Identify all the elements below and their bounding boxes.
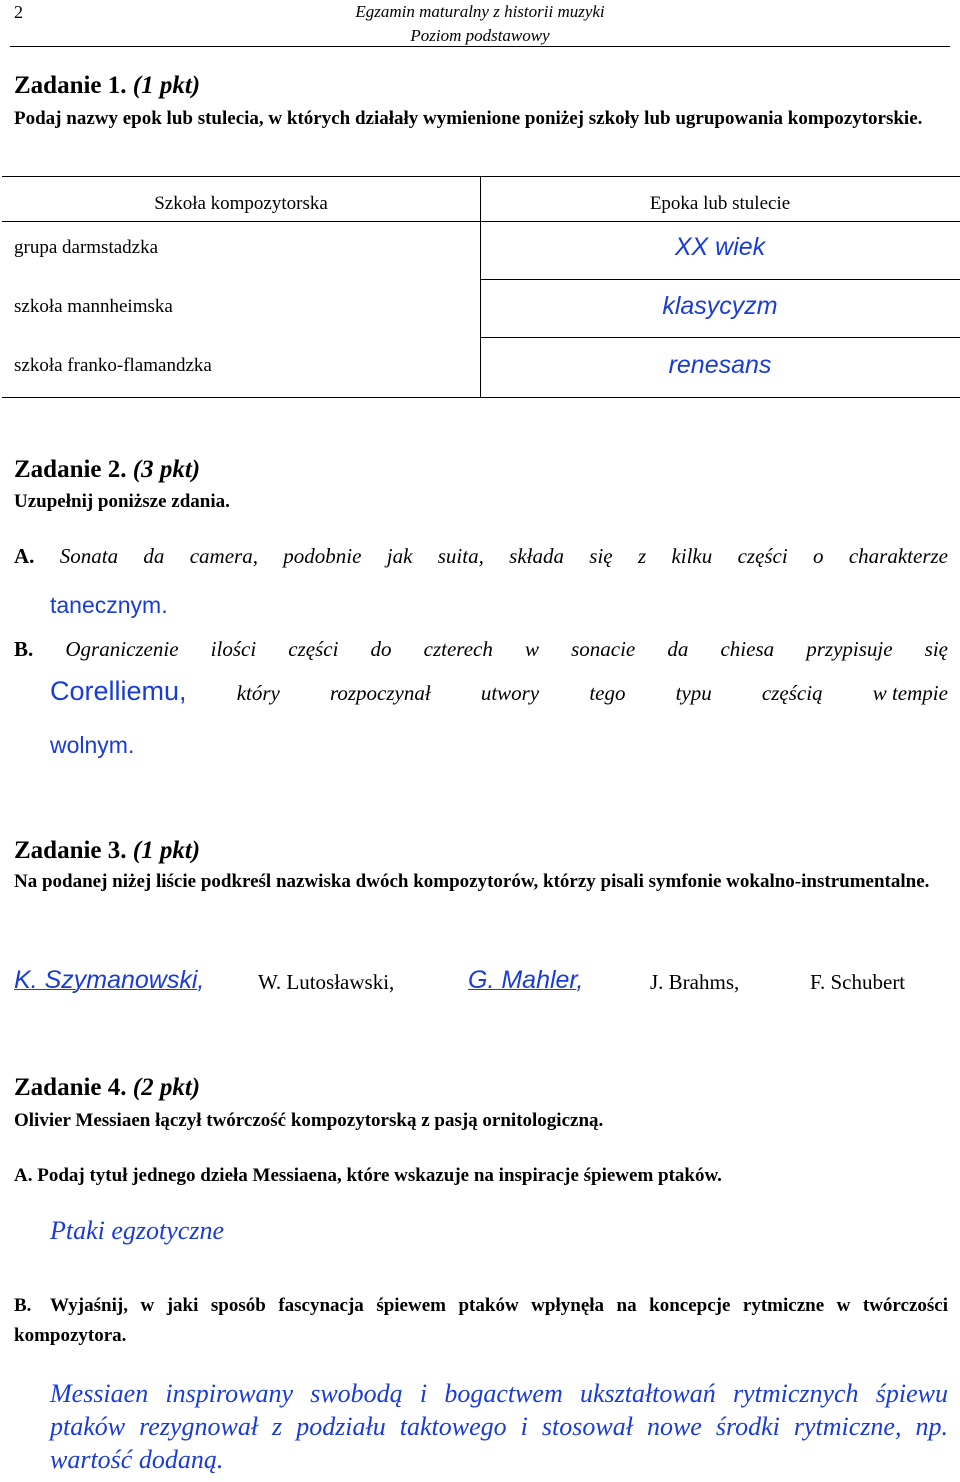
task3-points: (1 pkt) [132, 837, 201, 864]
task4-title: Zadanie 4. (2 pkt) [14, 1074, 201, 1101]
task3-title: Zadanie 3. (1 pkt) [14, 837, 201, 864]
table-row-school: szkoła franko-flamandzka [14, 355, 212, 376]
task4-question-b: B. Wyjaśnij, w jaki sposób fascynacja śpiewem ptaków wpłynęła na koncepcje rytmiczne w twórczości kompozytora. [14, 1291, 948, 1351]
item-label-b: B. [14, 1295, 32, 1316]
task2-title: Zadanie 2. (3 pkt) [14, 456, 201, 483]
composer-item[interactable]: J. Brahms, [650, 970, 740, 994]
item-label-a: A. [14, 544, 35, 568]
table-header-epoch: Epoka lub stulecie [649, 193, 791, 214]
table-header-school: Szkoła kompozytorska [154, 193, 328, 214]
header-title: Egzamin maturalny z historii muzyki [355, 2, 605, 21]
header-divider [10, 46, 950, 47]
table-row-answer: klasycyzm [662, 292, 778, 320]
table-row-school: szkoła mannheimska [14, 296, 173, 317]
answer-b1: Corelliemu, [50, 676, 187, 706]
table-row-answer: renesans [668, 351, 772, 379]
task4-intro: Olivier Messiaen łączył twórczość kompozytorską z pasją ornitologiczną. [14, 1110, 604, 1131]
page-number: 2 [14, 2, 23, 22]
composer-item[interactable]: W. Lutosławski, [258, 970, 395, 994]
sentence-b-text: Ograniczenie ilości części do czterech w sonacie da chiesa przypisuje się [65, 637, 949, 661]
table-row-school: grupa darmstadzka [14, 237, 159, 258]
table-row-answer: XX wiek [674, 233, 766, 261]
item-label-a: A. [14, 1165, 33, 1186]
answer-4a: Ptaki egzotyczne [50, 1216, 224, 1245]
item-label-b: B. [14, 637, 34, 661]
sentence-a-text: Sonata da camera, podobnie jak suita, składa się z kilku części o charakterze [59, 544, 948, 568]
task2-sentence-b [14, 637, 948, 662]
task2-instruction: Uzupełnij poniższe zdania. [14, 491, 230, 512]
task2-sentence-a [14, 544, 948, 569]
answer-b2: wolnym. [50, 732, 135, 758]
answer-a: tanecznym. [50, 592, 168, 618]
task1-title: Zadanie 1. (1 pkt) [14, 72, 201, 99]
answer-4b: Messiaen inspirowany swobodą i bogactwem ukształtowań rytmicznych śpiewu ptaków rezygnował z podziału taktowego i stosował nowe środki rytmiczne, np. wartość dodaną. [50, 1379, 948, 1474]
sentence-b-line2: Corelliemu, który rozpoczynał utwory tego typu częścią w tempie [50, 676, 948, 706]
composer-selected[interactable]: K. Szymanowski, [14, 966, 205, 994]
table-row-rule [480, 279, 960, 280]
composer-item[interactable]: F. Schubert [810, 970, 906, 994]
composer-list [14, 966, 948, 1002]
task1-instruction: Podaj nazwy epok lub stulecia, w których działały wymienione poniżej szkoły lub ugrupowania kompozytorskie. [14, 108, 923, 129]
page-header [300, 0, 660, 48]
task4-points: (2 pkt) [132, 1074, 201, 1101]
task1-table [2, 176, 960, 398]
task3-instruction: Na podanej niżej liście podkreśl nazwiska dwóch kompozytorów, którzy pisali symfonie wokalno-instrumentalne. [14, 871, 930, 892]
header-level: Poziom podstawowy [410, 26, 550, 45]
table-row-rule [480, 337, 960, 338]
table-header-rule [2, 221, 960, 222]
task4-question-a: A. Podaj tytuł jednego dzieła Messiaena, które wskazuje na inspiracje śpiewem ptaków. [14, 1165, 722, 1186]
composer-selected[interactable]: G. Mahler, [468, 966, 584, 994]
task1-points: (1 pkt) [132, 72, 201, 99]
task2-points: (3 pkt) [132, 456, 201, 483]
